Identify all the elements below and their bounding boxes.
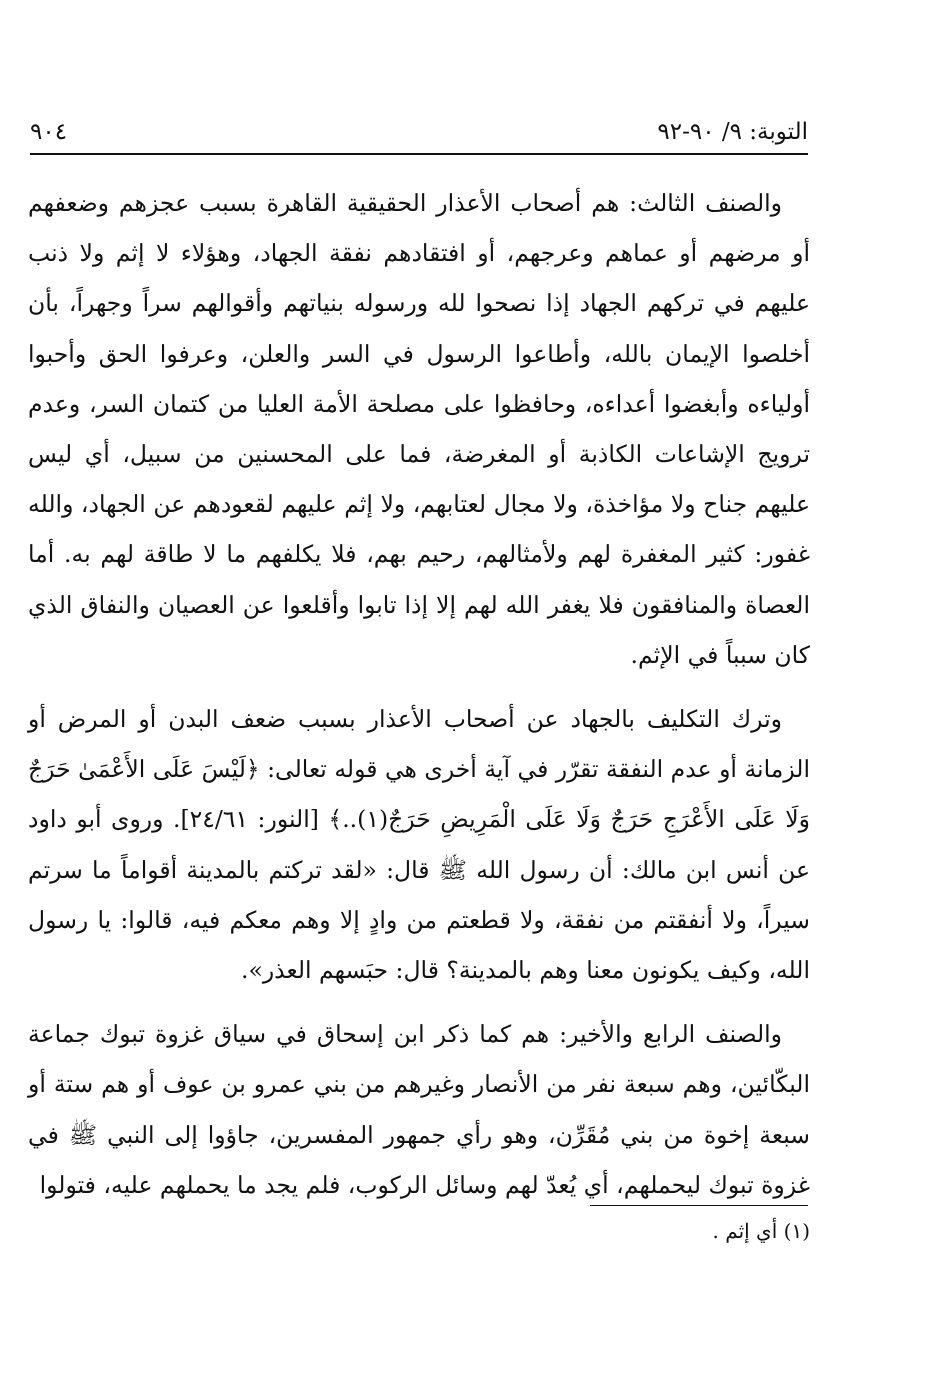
paragraph-fourth-category: والصنف الرابع والأخير: هم كما ذكر ابن إسحاق في سياق غزوة تبوك جماعة البكّائين، وهم سبعة نفر من الأنصار وغيرهم من بني عمرو بن عوف أو هم ستة أو سبعة إخوة من بني مُقَرِّن، وهو رأي جمهور المفسرين، جاؤوا إلى النبي ﷺ في غزوة تبوك ليحملهم، أي يُعدّ لهم وسائل الركوب، فلم يجد ما يحملهم عليه، فتولوا: [28, 1020, 810, 1199]
header-divider: [30, 153, 808, 155]
page-header: [30, 112, 808, 152]
paragraph-excuse-verse: وترك التكليف بالجهاد عن أصحاب الأعذار بسبب ضعف البدن أو المرض أو الزمانة أو عدم النفقة تقرّر في آية أخرى هي قوله تعالى: ﴿لَيْسَ عَلَى الأَعْمَىٰ حَرَجٌ وَلَا عَلَى الأَعْرَجِ حَرَجٌ وَلَا عَلَى الْمَرِيضِ حَرَجٌ(١)..﴾ [النور: ٢٤/٦١]. وروى أبو داود عن أنس ابن مالك: أن رسول الله ﷺ قال: «لقد تركتم بالمدينة أقواماً ما سرتم سيراً، ولا أنفقتم من نفقة، ولا قطعتم من وادٍ إلا وهم معكم فيه، قالوا: يا رسول الله، وكيف يكونون معنا وهم بالمدينة؟ قال: حبَسهم العذر».: [28, 705, 810, 985]
body-text: [28, 178, 810, 1210]
page-number: ٩٠٤: [30, 119, 68, 145]
paragraph-third-category: والصنف الثالث: هم أصحاب الأعذار الحقيقية القاهرة بسبب عجزهم وضعفهم أو مرضهم أو عماهم وعرجهم، أو افتقادهم نفقة الجهاد، وهؤلاء لا إثم ولا ذنب عليهم في تركهم الجهاد إذا نصحوا لله ورسوله بنياتهم وأقوالهم سراً وجهراً، بأن أخلصوا الإيمان بالله، وأطاعوا الرسول في السر والعلن، وعرفوا الحق وأحبوا أولياءه وأبغضوا أعداءه، وحافظوا على مصلحة الأمة العليا من كتمان السر، وعدم ترويج الإشاعات الكاذبة أو المغرضة، فما على المحسنين من سبيل، أي ليس عليهم جناح ولا مؤاخذة، ولا مجال لعتابهم، ولا إثم عليهم لقعودهم عن الجهاد، والله غفور: كثير المغفرة لهم ولأمثالهم، رحيم بهم، فلا يكلفهم ما لا طاقة لهم به. أما العصاة والمنافقون فلا يغفر الله لهم إلا إذا تابوا وأقلعوا عن العصيان والنفاق الذي كان سبباً في الإثم.: [28, 189, 810, 669]
section-title: التوبة: ٩/ ٩٠-٩٢: [657, 119, 808, 145]
footnote: (١) أي إثم .: [712, 1219, 810, 1243]
footnote-divider: [590, 1205, 808, 1206]
